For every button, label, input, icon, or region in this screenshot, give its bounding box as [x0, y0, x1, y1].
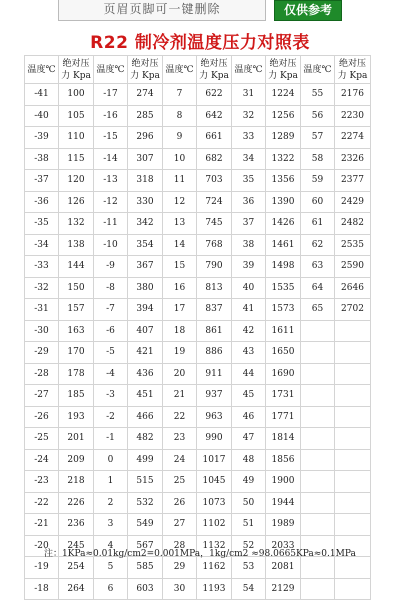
pressure-header: 绝对压力 Kpa — [128, 56, 163, 84]
temp-cell: 10 — [163, 148, 197, 170]
temp-cell: -26 — [25, 406, 59, 428]
pressure-cell: 138 — [59, 234, 94, 256]
header-text: 页眉页脚可一键删除 — [58, 0, 266, 21]
temp-cell: 48 — [232, 449, 266, 471]
pressure-cell: 2081 — [266, 557, 301, 579]
pressure-cell: 2535 — [335, 234, 371, 256]
pressure-cell: 661 — [197, 127, 232, 149]
pressure-cell: 245 — [59, 535, 94, 557]
pressure-cell: 790 — [197, 256, 232, 278]
pressure-cell: 436 — [128, 363, 163, 385]
pressure-cell: 1771 — [266, 406, 301, 428]
pressure-cell: 1573 — [266, 299, 301, 321]
pressure-header: 绝对压力 Kpa — [266, 56, 301, 84]
temp-cell — [301, 428, 335, 450]
pressure-cell: 1900 — [266, 471, 301, 493]
pressure-cell: 1162 — [197, 557, 232, 579]
pressure-cell: 837 — [197, 299, 232, 321]
temp-cell: 52 — [232, 535, 266, 557]
pressure-cell: 380 — [128, 277, 163, 299]
pressure-cell — [335, 320, 371, 342]
pressure-cell: 201 — [59, 428, 94, 450]
table-row — [25, 428, 371, 450]
temp-cell: -7 — [94, 299, 128, 321]
temp-cell: 59 — [301, 170, 335, 192]
pressure-cell: 990 — [197, 428, 232, 450]
temp-cell: -15 — [94, 127, 128, 149]
pressure-cell: 226 — [59, 492, 94, 514]
pressure-table — [24, 55, 371, 600]
table-row — [25, 342, 371, 364]
pressure-cell: 549 — [128, 514, 163, 536]
pressure-cell: 115 — [59, 148, 94, 170]
pressure-cell: 642 — [197, 105, 232, 127]
pressure-cell: 1611 — [266, 320, 301, 342]
pressure-cell: 499 — [128, 449, 163, 471]
temp-cell: 60 — [301, 191, 335, 213]
pressure-cell: 2326 — [335, 148, 371, 170]
pressure-cell: 1224 — [266, 84, 301, 106]
pressure-cell: 185 — [59, 385, 94, 407]
table-row — [25, 170, 371, 192]
pressure-cell: 2377 — [335, 170, 371, 192]
pressure-cell: 2176 — [335, 84, 371, 106]
temp-cell — [301, 385, 335, 407]
pressure-cell — [335, 514, 371, 536]
temp-cell: -30 — [25, 320, 59, 342]
pressure-cell: 937 — [197, 385, 232, 407]
table-row — [25, 277, 371, 299]
pressure-cell: 150 — [59, 277, 94, 299]
temp-cell: 34 — [232, 148, 266, 170]
temp-cell: -16 — [94, 105, 128, 127]
pressure-cell: 1193 — [197, 578, 232, 600]
temp-cell: 49 — [232, 471, 266, 493]
pressure-cell: 1650 — [266, 342, 301, 364]
pressure-cell: 768 — [197, 234, 232, 256]
table-row — [25, 299, 371, 321]
pressure-cell: 1073 — [197, 492, 232, 514]
pressure-cell — [335, 492, 371, 514]
temp-cell: -34 — [25, 234, 59, 256]
temp-cell: -41 — [25, 84, 59, 106]
temp-header: 温度℃ — [232, 56, 266, 84]
pressure-cell — [335, 363, 371, 385]
pressure-cell: 1731 — [266, 385, 301, 407]
pressure-cell: 2702 — [335, 299, 371, 321]
pressure-cell: 1426 — [266, 213, 301, 235]
pressure-cell: 1017 — [197, 449, 232, 471]
temp-cell: 30 — [163, 578, 197, 600]
temp-cell: -31 — [25, 299, 59, 321]
temp-cell: -19 — [25, 557, 59, 579]
temp-cell: -39 — [25, 127, 59, 149]
temp-cell: -28 — [25, 363, 59, 385]
temp-cell: -11 — [94, 213, 128, 235]
table-row — [25, 105, 371, 127]
temp-cell — [301, 406, 335, 428]
temp-cell: 0 — [94, 449, 128, 471]
temp-cell: 51 — [232, 514, 266, 536]
temp-cell — [301, 363, 335, 385]
table-row — [25, 578, 371, 600]
temp-cell: 35 — [232, 170, 266, 192]
temp-cell: -32 — [25, 277, 59, 299]
temp-cell: 50 — [232, 492, 266, 514]
temp-cell: 17 — [163, 299, 197, 321]
pressure-cell: 813 — [197, 277, 232, 299]
temp-cell: 44 — [232, 363, 266, 385]
temp-cell: 41 — [232, 299, 266, 321]
temp-cell: -4 — [94, 363, 128, 385]
table-row — [25, 449, 371, 471]
pressure-cell: 120 — [59, 170, 94, 192]
reference-badge: 仅供参考 — [274, 0, 342, 21]
temp-header: 温度℃ — [163, 56, 197, 84]
pressure-cell: 2230 — [335, 105, 371, 127]
table-row — [25, 363, 371, 385]
pressure-cell: 2429 — [335, 191, 371, 213]
table-row — [25, 514, 371, 536]
pressure-cell: 144 — [59, 256, 94, 278]
temp-cell — [301, 492, 335, 514]
temp-cell: -6 — [94, 320, 128, 342]
temp-cell: 13 — [163, 213, 197, 235]
temp-cell: 19 — [163, 342, 197, 364]
pressure-cell: 603 — [128, 578, 163, 600]
pressure-header: 绝对压力 Kpa — [59, 56, 94, 84]
pressure-cell — [335, 449, 371, 471]
temp-cell — [301, 342, 335, 364]
temp-cell: -22 — [25, 492, 59, 514]
pressure-cell: 157 — [59, 299, 94, 321]
temp-cell: 8 — [163, 105, 197, 127]
pressure-cell: 724 — [197, 191, 232, 213]
temp-cell: 42 — [232, 320, 266, 342]
temp-cell: 58 — [301, 148, 335, 170]
temp-cell: -24 — [25, 449, 59, 471]
pressure-cell: 170 — [59, 342, 94, 364]
temp-cell: 45 — [232, 385, 266, 407]
pressure-cell: 963 — [197, 406, 232, 428]
pressure-cell: 1256 — [266, 105, 301, 127]
temp-cell: -40 — [25, 105, 59, 127]
pressure-cell: 585 — [128, 557, 163, 579]
temp-cell: 7 — [163, 84, 197, 106]
temp-cell: -36 — [25, 191, 59, 213]
temp-cell: -33 — [25, 256, 59, 278]
pressure-cell: 100 — [59, 84, 94, 106]
pressure-cell: 532 — [128, 492, 163, 514]
pressure-cell: 1989 — [266, 514, 301, 536]
temp-cell: 57 — [301, 127, 335, 149]
pressure-cell: 264 — [59, 578, 94, 600]
pressure-cell: 466 — [128, 406, 163, 428]
pressure-cell: 2129 — [266, 578, 301, 600]
pressure-cell: 342 — [128, 213, 163, 235]
pressure-cell: 132 — [59, 213, 94, 235]
table-header-row — [25, 56, 371, 84]
temp-cell: 29 — [163, 557, 197, 579]
pressure-cell: 622 — [197, 84, 232, 106]
temp-cell: -13 — [94, 170, 128, 192]
pressure-cell: 1322 — [266, 148, 301, 170]
pressure-cell: 861 — [197, 320, 232, 342]
pressure-cell: 296 — [128, 127, 163, 149]
pressure-cell: 110 — [59, 127, 94, 149]
temp-cell: 65 — [301, 299, 335, 321]
temp-cell: 61 — [301, 213, 335, 235]
pressure-cell: 307 — [128, 148, 163, 170]
table-row — [25, 213, 371, 235]
temp-cell: 3 — [94, 514, 128, 536]
temp-cell: 5 — [94, 557, 128, 579]
pressure-cell: 407 — [128, 320, 163, 342]
temp-cell: -14 — [94, 148, 128, 170]
pressure-cell: 367 — [128, 256, 163, 278]
pressure-cell: 1856 — [266, 449, 301, 471]
pressure-cell: 2274 — [335, 127, 371, 149]
temp-cell: 43 — [232, 342, 266, 364]
pressure-cell: 105 — [59, 105, 94, 127]
pressure-cell: 318 — [128, 170, 163, 192]
temp-cell: 55 — [301, 84, 335, 106]
temp-cell: 14 — [163, 234, 197, 256]
temp-cell: 64 — [301, 277, 335, 299]
pressure-cell — [335, 342, 371, 364]
pressure-cell: 2033 — [266, 535, 301, 557]
temp-cell: 16 — [163, 277, 197, 299]
pressure-cell: 1690 — [266, 363, 301, 385]
table-row — [25, 406, 371, 428]
pressure-header: 绝对压力 Kpa — [197, 56, 232, 84]
temp-cell — [301, 578, 335, 600]
pressure-cell: 567 — [128, 535, 163, 557]
pressure-cell — [335, 428, 371, 450]
table-row — [25, 557, 371, 579]
temp-cell: -5 — [94, 342, 128, 364]
temp-cell: 4 — [94, 535, 128, 557]
pressure-cell: 1132 — [197, 535, 232, 557]
pressure-cell: 285 — [128, 105, 163, 127]
temp-cell: 18 — [163, 320, 197, 342]
temp-cell: 20 — [163, 363, 197, 385]
temp-cell: -3 — [94, 385, 128, 407]
pressure-cell: 2590 — [335, 256, 371, 278]
temp-cell: 36 — [232, 191, 266, 213]
pressure-cell: 218 — [59, 471, 94, 493]
page-title: R22 制冷剂温度压力对照表 — [90, 33, 310, 53]
temp-cell: -35 — [25, 213, 59, 235]
pressure-header: 绝对压力 Kpa — [335, 56, 371, 84]
temp-cell: 15 — [163, 256, 197, 278]
pressure-cell: 482 — [128, 428, 163, 450]
temp-cell: 12 — [163, 191, 197, 213]
temp-cell: -2 — [94, 406, 128, 428]
table-row — [25, 256, 371, 278]
pressure-cell — [335, 578, 371, 600]
temp-cell: 6 — [94, 578, 128, 600]
pressure-cell: 682 — [197, 148, 232, 170]
pressure-cell: 1814 — [266, 428, 301, 450]
pressure-cell: 236 — [59, 514, 94, 536]
pressure-cell: 254 — [59, 557, 94, 579]
table-row — [25, 234, 371, 256]
temp-cell: 37 — [232, 213, 266, 235]
temp-cell — [301, 320, 335, 342]
temp-cell: 2 — [94, 492, 128, 514]
temp-cell — [301, 557, 335, 579]
temp-cell: -29 — [25, 342, 59, 364]
temp-header: 温度℃ — [301, 56, 335, 84]
table-row — [25, 148, 371, 170]
temp-cell: -18 — [25, 578, 59, 600]
table-body — [25, 84, 371, 600]
temp-cell: -25 — [25, 428, 59, 450]
table-row — [25, 385, 371, 407]
temp-cell — [301, 471, 335, 493]
pressure-cell — [335, 557, 371, 579]
table-row — [25, 471, 371, 493]
pressure-cell: 1356 — [266, 170, 301, 192]
pressure-cell: 163 — [59, 320, 94, 342]
pressure-cell — [335, 406, 371, 428]
temp-cell: 63 — [301, 256, 335, 278]
pressure-cell: 178 — [59, 363, 94, 385]
temp-cell: -17 — [94, 84, 128, 106]
temp-cell: 33 — [232, 127, 266, 149]
temp-header: 温度℃ — [94, 56, 128, 84]
pressure-cell: 451 — [128, 385, 163, 407]
table-row — [25, 84, 371, 106]
temp-cell: 28 — [163, 535, 197, 557]
temp-cell: 11 — [163, 170, 197, 192]
temp-cell: 25 — [163, 471, 197, 493]
temp-cell: 46 — [232, 406, 266, 428]
pressure-cell: 274 — [128, 84, 163, 106]
temp-cell: 22 — [163, 406, 197, 428]
temp-cell: 32 — [232, 105, 266, 127]
temp-cell — [301, 514, 335, 536]
temp-cell: -1 — [94, 428, 128, 450]
pressure-cell: 126 — [59, 191, 94, 213]
pressure-cell: 1944 — [266, 492, 301, 514]
pressure-cell: 330 — [128, 191, 163, 213]
temp-cell: 56 — [301, 105, 335, 127]
temp-cell: 38 — [232, 234, 266, 256]
temp-cell — [301, 449, 335, 471]
pressure-cell — [335, 471, 371, 493]
pressure-cell: 1535 — [266, 277, 301, 299]
temp-cell: 47 — [232, 428, 266, 450]
temp-cell: -23 — [25, 471, 59, 493]
temp-cell: 31 — [232, 84, 266, 106]
pressure-cell: 1289 — [266, 127, 301, 149]
temp-cell: 23 — [163, 428, 197, 450]
header-bar — [0, 0, 400, 22]
temp-cell: -9 — [94, 256, 128, 278]
pressure-cell: 1045 — [197, 471, 232, 493]
temp-cell: -38 — [25, 148, 59, 170]
temp-cell: -10 — [94, 234, 128, 256]
pressure-cell — [335, 385, 371, 407]
temp-header: 温度℃ — [25, 56, 59, 84]
table-row — [25, 492, 371, 514]
temp-cell: 27 — [163, 514, 197, 536]
pressure-cell: 1498 — [266, 256, 301, 278]
table-row — [25, 320, 371, 342]
pressure-cell: 209 — [59, 449, 94, 471]
temp-cell: -8 — [94, 277, 128, 299]
temp-cell: 21 — [163, 385, 197, 407]
pressure-cell: 911 — [197, 363, 232, 385]
pressure-cell: 421 — [128, 342, 163, 364]
temp-cell: 24 — [163, 449, 197, 471]
temp-cell: 54 — [232, 578, 266, 600]
pressure-cell: 2646 — [335, 277, 371, 299]
temp-cell: -12 — [94, 191, 128, 213]
table-row — [25, 191, 371, 213]
pressure-cell: 745 — [197, 213, 232, 235]
temp-cell: -20 — [25, 535, 59, 557]
pressure-cell: 193 — [59, 406, 94, 428]
pressure-cell: 394 — [128, 299, 163, 321]
pressure-cell: 1390 — [266, 191, 301, 213]
temp-cell: 39 — [232, 256, 266, 278]
temp-cell: -21 — [25, 514, 59, 536]
temp-cell: 1 — [94, 471, 128, 493]
temp-cell: 53 — [232, 557, 266, 579]
table-row — [25, 127, 371, 149]
temp-cell: 40 — [232, 277, 266, 299]
pressure-cell: 1461 — [266, 234, 301, 256]
temp-cell: 9 — [163, 127, 197, 149]
temp-cell: -27 — [25, 385, 59, 407]
pressure-cell: 2482 — [335, 213, 371, 235]
pressure-cell: 1102 — [197, 514, 232, 536]
temp-cell: 62 — [301, 234, 335, 256]
temp-cell: 26 — [163, 492, 197, 514]
unit-note: 注：1KPa≈0.01kg/cm2=0.001MPa，1kg/cm2 ≈98.0665KPa≈0.1MPa — [44, 549, 356, 559]
temp-cell: -37 — [25, 170, 59, 192]
pressure-cell: 703 — [197, 170, 232, 192]
pressure-cell: 886 — [197, 342, 232, 364]
pressure-cell: 515 — [128, 471, 163, 493]
pressure-cell: 354 — [128, 234, 163, 256]
